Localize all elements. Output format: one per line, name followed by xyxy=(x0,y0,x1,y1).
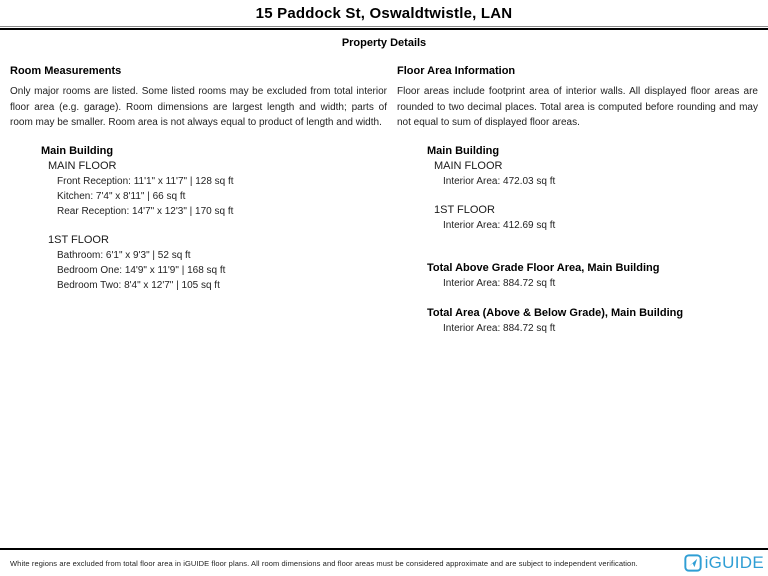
room-line: Rear Reception: 14'7" x 12'3" | 170 sq ft xyxy=(57,205,234,217)
floor-area-description: Floor areas include footprint area of interior walls. All displayed floor areas are rounded to two decimal places. Total area is computed before rounding and may not equal to sum of displayed floor areas. xyxy=(397,86,758,128)
interior-area-line: Interior Area: 472.03 sq ft xyxy=(443,175,556,187)
room-measurements-building xyxy=(41,144,387,293)
footer-disclaimer: White regions are excluded from total floor area in iGUIDE floor plans. All room dimensions and floor areas must be considered approximate and are subject to independent verification. xyxy=(10,558,638,568)
room-line: Bedroom One: 14'9" x 11'9" | 168 sq ft xyxy=(57,264,226,276)
room-measurements-description: Only major rooms are listed. Some listed rooms may be excluded from total interior floor area (e.g. garage). Room dimensions are largest length and width; parts of room may be smaller. Room area is not always equal to product of length and width. xyxy=(10,86,387,128)
room-measurements-section xyxy=(10,65,387,336)
total-label: Total Area (Above & Below Grade), Main Building xyxy=(427,306,684,319)
building-name: Main Building xyxy=(41,144,114,157)
room-measurements-heading: Room Measurements xyxy=(10,65,122,77)
floor-block-1st-floor xyxy=(48,233,387,293)
page-subtitle: Property Details xyxy=(341,37,427,49)
totals-section xyxy=(427,261,758,336)
floor-name: 1ST FLOOR xyxy=(48,233,109,246)
page-title: 15 Paddock St, Oswaldtwistle, LAN xyxy=(255,5,513,22)
area-block-1st-floor xyxy=(434,203,758,233)
room-line: Bedroom Two: 8'4" x 12'7" | 105 sq ft xyxy=(57,279,220,291)
content-columns xyxy=(0,65,768,336)
room-line: Bathroom: 6'1" x 9'3" | 52 sq ft xyxy=(57,249,191,261)
iguide-logo-icon xyxy=(684,554,702,572)
floor-area-section xyxy=(397,65,758,336)
interior-area-line: Interior Area: 412.69 sq ft xyxy=(443,219,556,231)
footer-divider xyxy=(0,548,768,550)
floor-block-main-floor xyxy=(48,159,387,219)
total-label: Total Above Grade Floor Area, Main Building xyxy=(427,261,660,274)
total-area-line: Interior Area: 884.72 sq ft xyxy=(443,322,556,334)
floor-name: 1ST FLOOR xyxy=(434,203,495,216)
footer xyxy=(0,548,768,573)
building-name: Main Building xyxy=(427,144,500,157)
iguide-logo xyxy=(684,553,764,573)
floor-name: MAIN FLOOR xyxy=(434,159,503,172)
total-area-line: Interior Area: 884.72 sq ft xyxy=(443,277,556,289)
title-divider xyxy=(0,26,768,30)
iguide-logo-text: iGUIDE xyxy=(704,553,764,572)
floor-area-building xyxy=(427,144,758,233)
floor-name: MAIN FLOOR xyxy=(48,159,117,172)
room-line: Kitchen: 7'4" x 8'11" | 66 sq ft xyxy=(57,190,186,202)
room-line: Front Reception: 11'1" x 11'7" | 128 sq ft xyxy=(57,175,234,187)
floor-area-heading: Floor Area Information xyxy=(397,65,516,77)
total-above-below-grade xyxy=(427,306,758,336)
total-above-grade xyxy=(427,261,758,291)
area-block-main-floor xyxy=(434,159,758,189)
